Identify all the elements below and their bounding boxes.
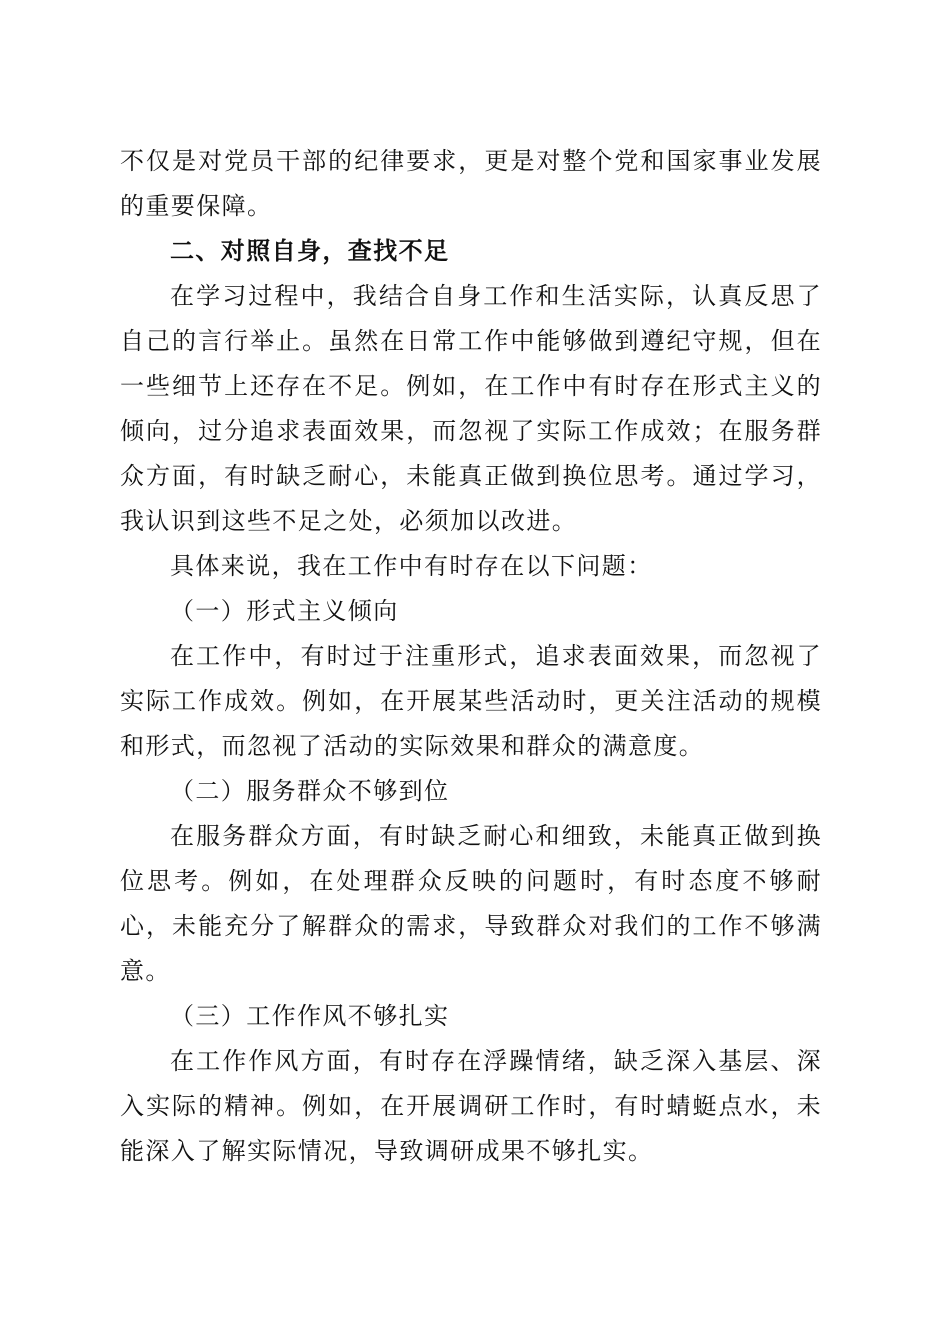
paragraph-reflection: 在学习过程中，我结合自身工作和生活实际，认真反思了自己的言行举止。虽然在日常工作中能够做到遵纪守规，但在一些细节上还存在不足。例如，在工作中有时存在形式主义的倾向，过分追求表面效果，而忽视了实际工作成效；在服务群众方面，有时缺乏耐心，未能真正做到换位思考。通过学习，我认识到这些不足之处，必须加以改进。 — [120, 282, 822, 535]
subheading-issue-3: （三）工作作风不够扎实 — [170, 1002, 450, 1030]
paragraph-intro: 具体来说，我在工作中有时存在以下问题： — [170, 552, 653, 580]
section-heading: 二、对照自身，查找不足 — [170, 237, 450, 265]
subheading-issue-1: （一）形式主义倾向 — [170, 597, 399, 625]
subheading-issue-2: （二）服务群众不够到位 — [170, 777, 450, 805]
paragraph-continuation: 不仅是对党员干部的纪律要求，更是对整个党和国家事业发展的重要保障。 — [120, 147, 822, 220]
document-body — [120, 139, 822, 1174]
paragraph-issue-2: 在服务群众方面，有时缺乏耐心和细致，未能真正做到换位思考。例如，在处理群众反映的问题时，有时态度不够耐心，未能充分了解群众的需求，导致群众对我们的工作不够满意。 — [120, 822, 822, 985]
paragraph-issue-3: 在工作作风方面，有时存在浮躁情绪，缺乏深入基层、深入实际的精神。例如，在开展调研工作时，有时蜻蜓点水，未能深入了解实际情况，导致调研成果不够扎实。 — [120, 1047, 822, 1165]
paragraph-issue-1: 在工作中，有时过于注重形式，追求表面效果，而忽视了实际工作成效。例如，在开展某些活动时，更关注活动的规模和形式，而忽视了活动的实际效果和群众的满意度。 — [120, 642, 822, 760]
